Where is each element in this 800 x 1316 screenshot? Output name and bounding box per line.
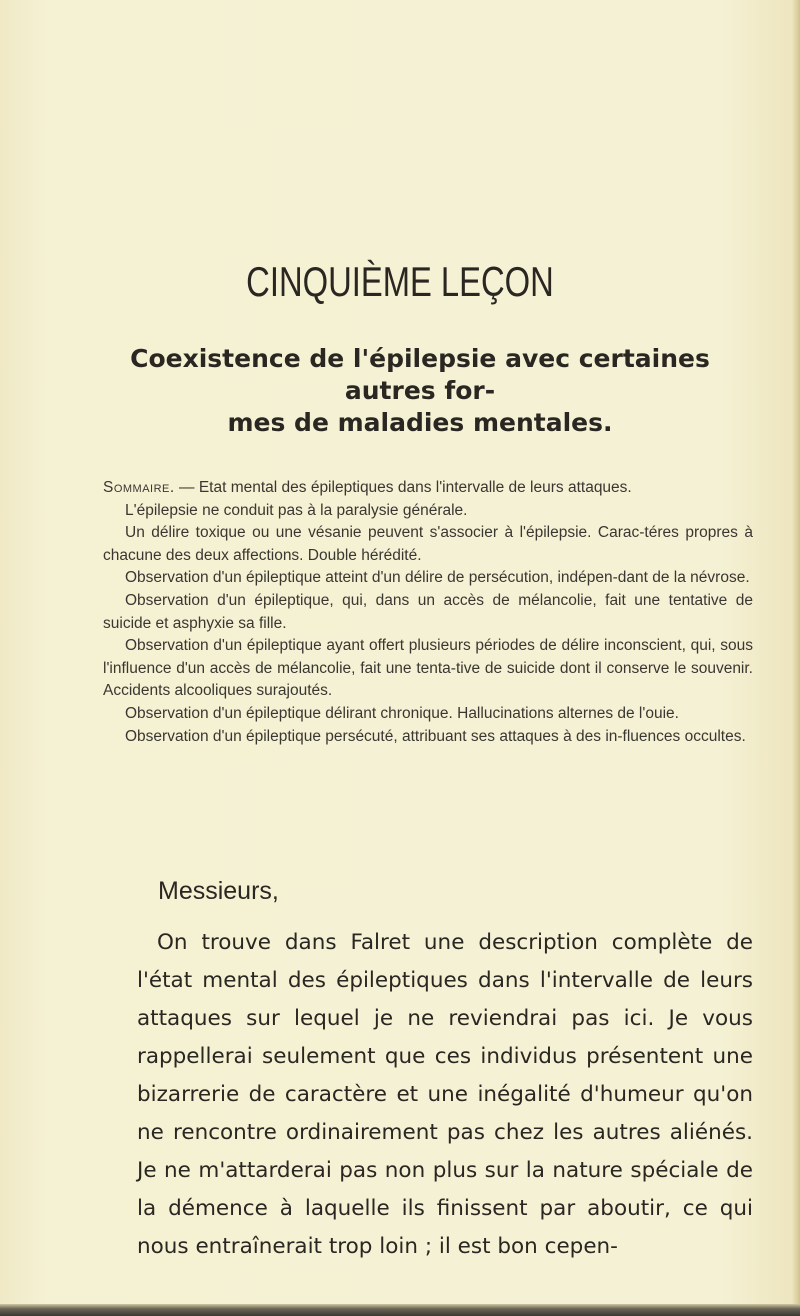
summary-item-text: — Etat mental des épileptiques dans l'intervalle de leurs attaques. <box>174 479 632 496</box>
summary-item: L'épilepsie ne conduit pas à la paralysie générale. <box>125 501 468 519</box>
lecture-body <box>137 924 753 1266</box>
lesson-title: CINQUIÈME LEÇON <box>246 258 554 305</box>
summary-item: Observation d'un épileptique persécuté, attribuant ses attaques à des in-fluences occultes. <box>125 727 746 745</box>
summary-label: Sommaire. <box>103 479 175 496</box>
subtitle-line-1: Coexistence de l'épilepsie avec certaines autres for- <box>130 344 710 405</box>
page-edge-shadow <box>792 0 800 1316</box>
summary-item: Un délire toxique ou une vésanie peuvent s'associer à l'épilepsie. Carac-téres propres à chacune des deux affections. Double hérédité. <box>103 524 753 564</box>
lesson-subtitle <box>100 343 740 439</box>
summary-block <box>103 477 753 748</box>
lecture-paragraph: On trouve dans Falret une description complète de l'état mental des épileptiques dans l'intervalle de leurs attaques sur lequel je ne reviendrai pas ici. Je vous rappellerai seulement que ces individus présentent une bizarrerie de caractère et une inégalité d'humeur qu'on ne rencontre ordinairement pas chez les autres aliénés. Je ne m'attarderai pas non plus sur la nature spéciale de la démence à laquelle ils finissent par aboutir, ce qui nous entraînerait trop loin ; il est bon cepen- <box>137 930 753 1259</box>
summary-item: Observation d'un épileptique ayant offert plusieurs périodes de délire inconscient, qui, sous l'influence d'un accès de mélancolie, fait une tenta-tive de suicide dont il conserve le souvenir. Accidents alcooliques surajoutés. <box>103 637 753 700</box>
bottom-edge <box>0 1304 800 1316</box>
summary-item: Observation d'un épileptique atteint d'un délire de persécution, indépen-dant de la névrose. <box>125 569 750 587</box>
salutation: Messieurs, <box>158 877 279 905</box>
subtitle-line-2: mes de maladies mentales. <box>227 408 613 437</box>
summary-item: Observation d'un épileptique délirant chronique. Hallucinations alternes de l'ouie. <box>125 704 679 722</box>
summary-item <box>103 477 753 500</box>
summary-item: Observation d'un épileptique, qui, dans un accès de mélancolie, fait une tentative de suicide et asphyxie sa fille. <box>103 591 753 632</box>
